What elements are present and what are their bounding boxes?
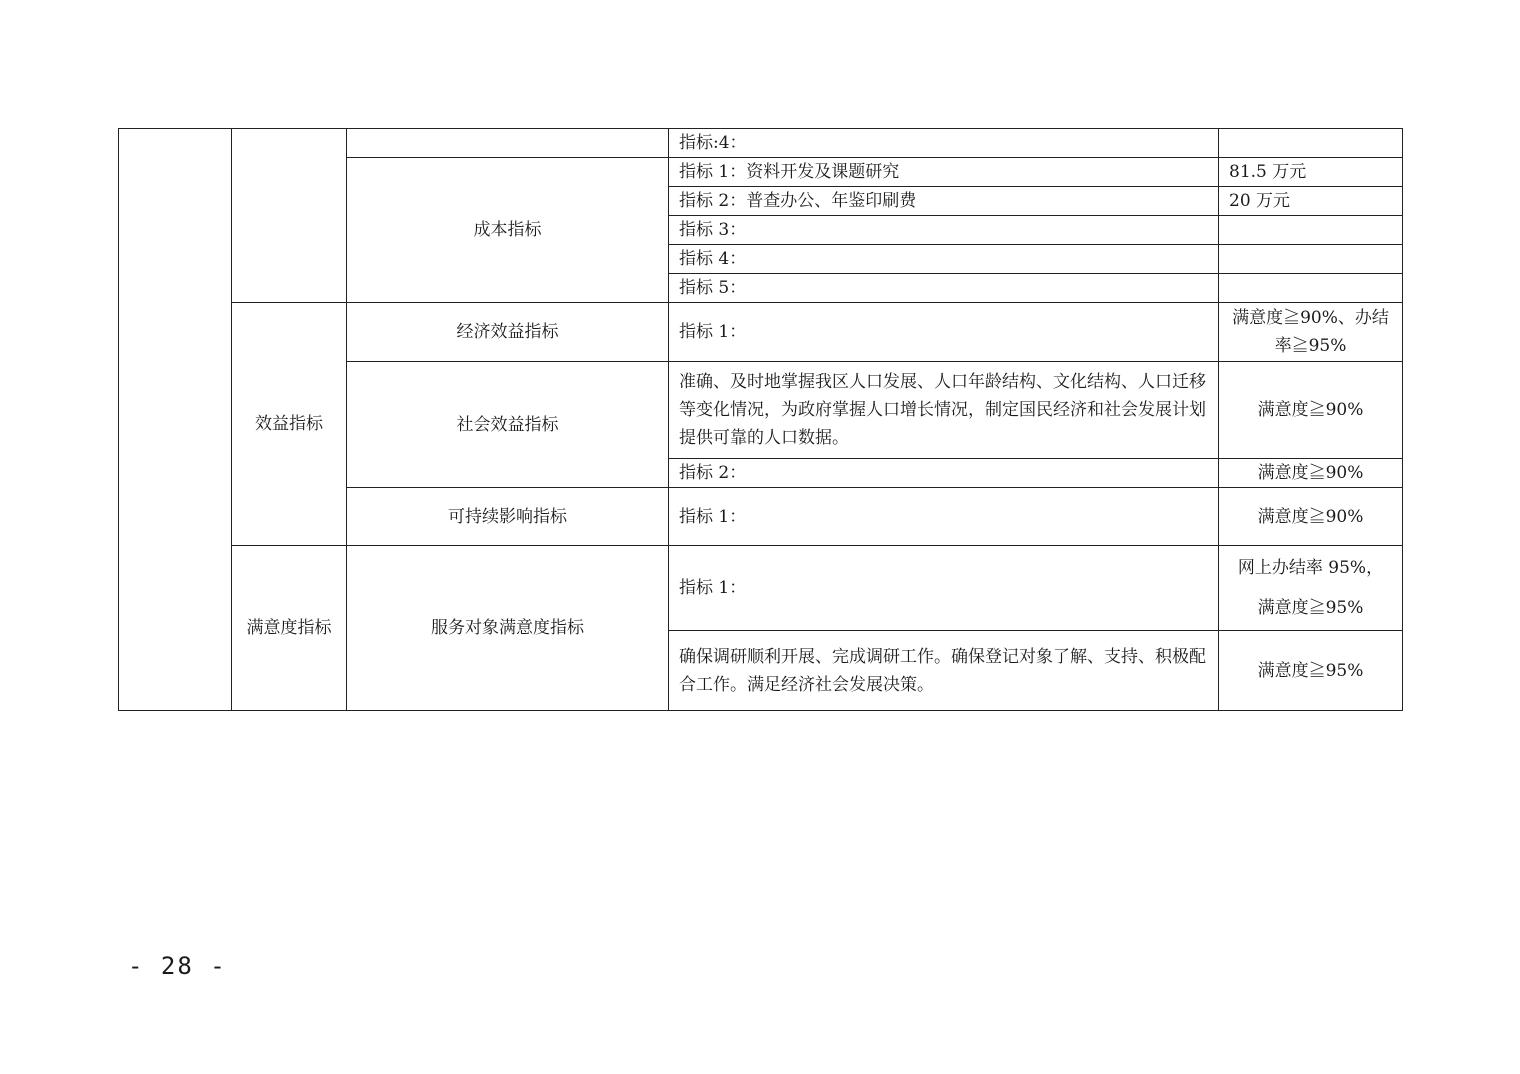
indicator-description: 指标 1： xyxy=(669,546,1219,631)
indicator-value xyxy=(1219,303,1403,362)
sustainable-impact-label: 可持续影响指标 xyxy=(347,488,669,546)
indicator-value: 20 万元 xyxy=(1219,187,1403,216)
indicator-description: 指标 4： xyxy=(669,245,1219,274)
performance-indicator-table xyxy=(118,128,1403,711)
indicator-description: 指标 2： xyxy=(669,459,1219,488)
indicator-description: 指标 2：普查办公、年鉴印刷费 xyxy=(669,187,1219,216)
table-row xyxy=(119,303,1403,362)
social-benefit-label: 社会效益指标 xyxy=(347,362,669,488)
service-satisfaction-label: 服务对象满意度指标 xyxy=(347,546,669,711)
indicator-description: 指标 3： xyxy=(669,216,1219,245)
indicator-value xyxy=(1219,274,1403,303)
indicator-value xyxy=(1219,245,1403,274)
indicator-description: 指标 1： xyxy=(669,488,1219,546)
cost-indicator-label: 成本指标 xyxy=(347,158,669,303)
table-row xyxy=(119,546,1403,631)
indicator-value xyxy=(1219,129,1403,158)
indicator-description: 确保调研顺利开展、完成调研工作。确保登记对象了解、支持、积极配合工作。满足经济社会发展决策。 xyxy=(669,631,1219,711)
indicator-description: 指标:4： xyxy=(669,129,1219,158)
page-number: - 28 - xyxy=(128,952,227,980)
second-level-indicator-cell xyxy=(232,129,347,303)
indicator-value xyxy=(1219,546,1403,631)
indicator-description: 指标 5： xyxy=(669,274,1219,303)
value-line: 网上办结率 95%， xyxy=(1237,558,1384,578)
indicator-value: 满意度≧90% xyxy=(1219,488,1403,546)
value-line: 满意度≧95% xyxy=(1257,598,1364,618)
indicator-value xyxy=(1219,216,1403,245)
indicator-value: 满意度≧95% xyxy=(1219,631,1403,711)
indicator-value: 满意度≧90% xyxy=(1219,459,1403,488)
third-level-indicator-cell xyxy=(347,129,669,158)
indicator-description: 准确、及时地掌握我区人口发展、人口年龄结构、文化结构、人口迁移等变化情况，为政府掌握人口增长情况，制定国民经济和社会发展计划提供可靠的人口数据。 xyxy=(669,362,1219,459)
value-line: 满意度≧90%、办结 xyxy=(1232,308,1389,328)
first-level-indicator-cell xyxy=(119,129,232,711)
economic-benefit-label: 经济效益指标 xyxy=(347,303,669,362)
indicator-value: 81.5 万元 xyxy=(1219,158,1403,187)
indicator-description: 指标 1： xyxy=(669,303,1219,362)
value-line: 率≧95% xyxy=(1274,336,1347,356)
satisfaction-indicator-label: 满意度指标 xyxy=(232,546,347,711)
indicator-description: 指标 1：资料开发及课题研究 xyxy=(669,158,1219,187)
benefit-indicator-label: 效益指标 xyxy=(232,303,347,546)
table-row xyxy=(119,129,1403,158)
indicator-value: 满意度≧90% xyxy=(1219,362,1403,459)
